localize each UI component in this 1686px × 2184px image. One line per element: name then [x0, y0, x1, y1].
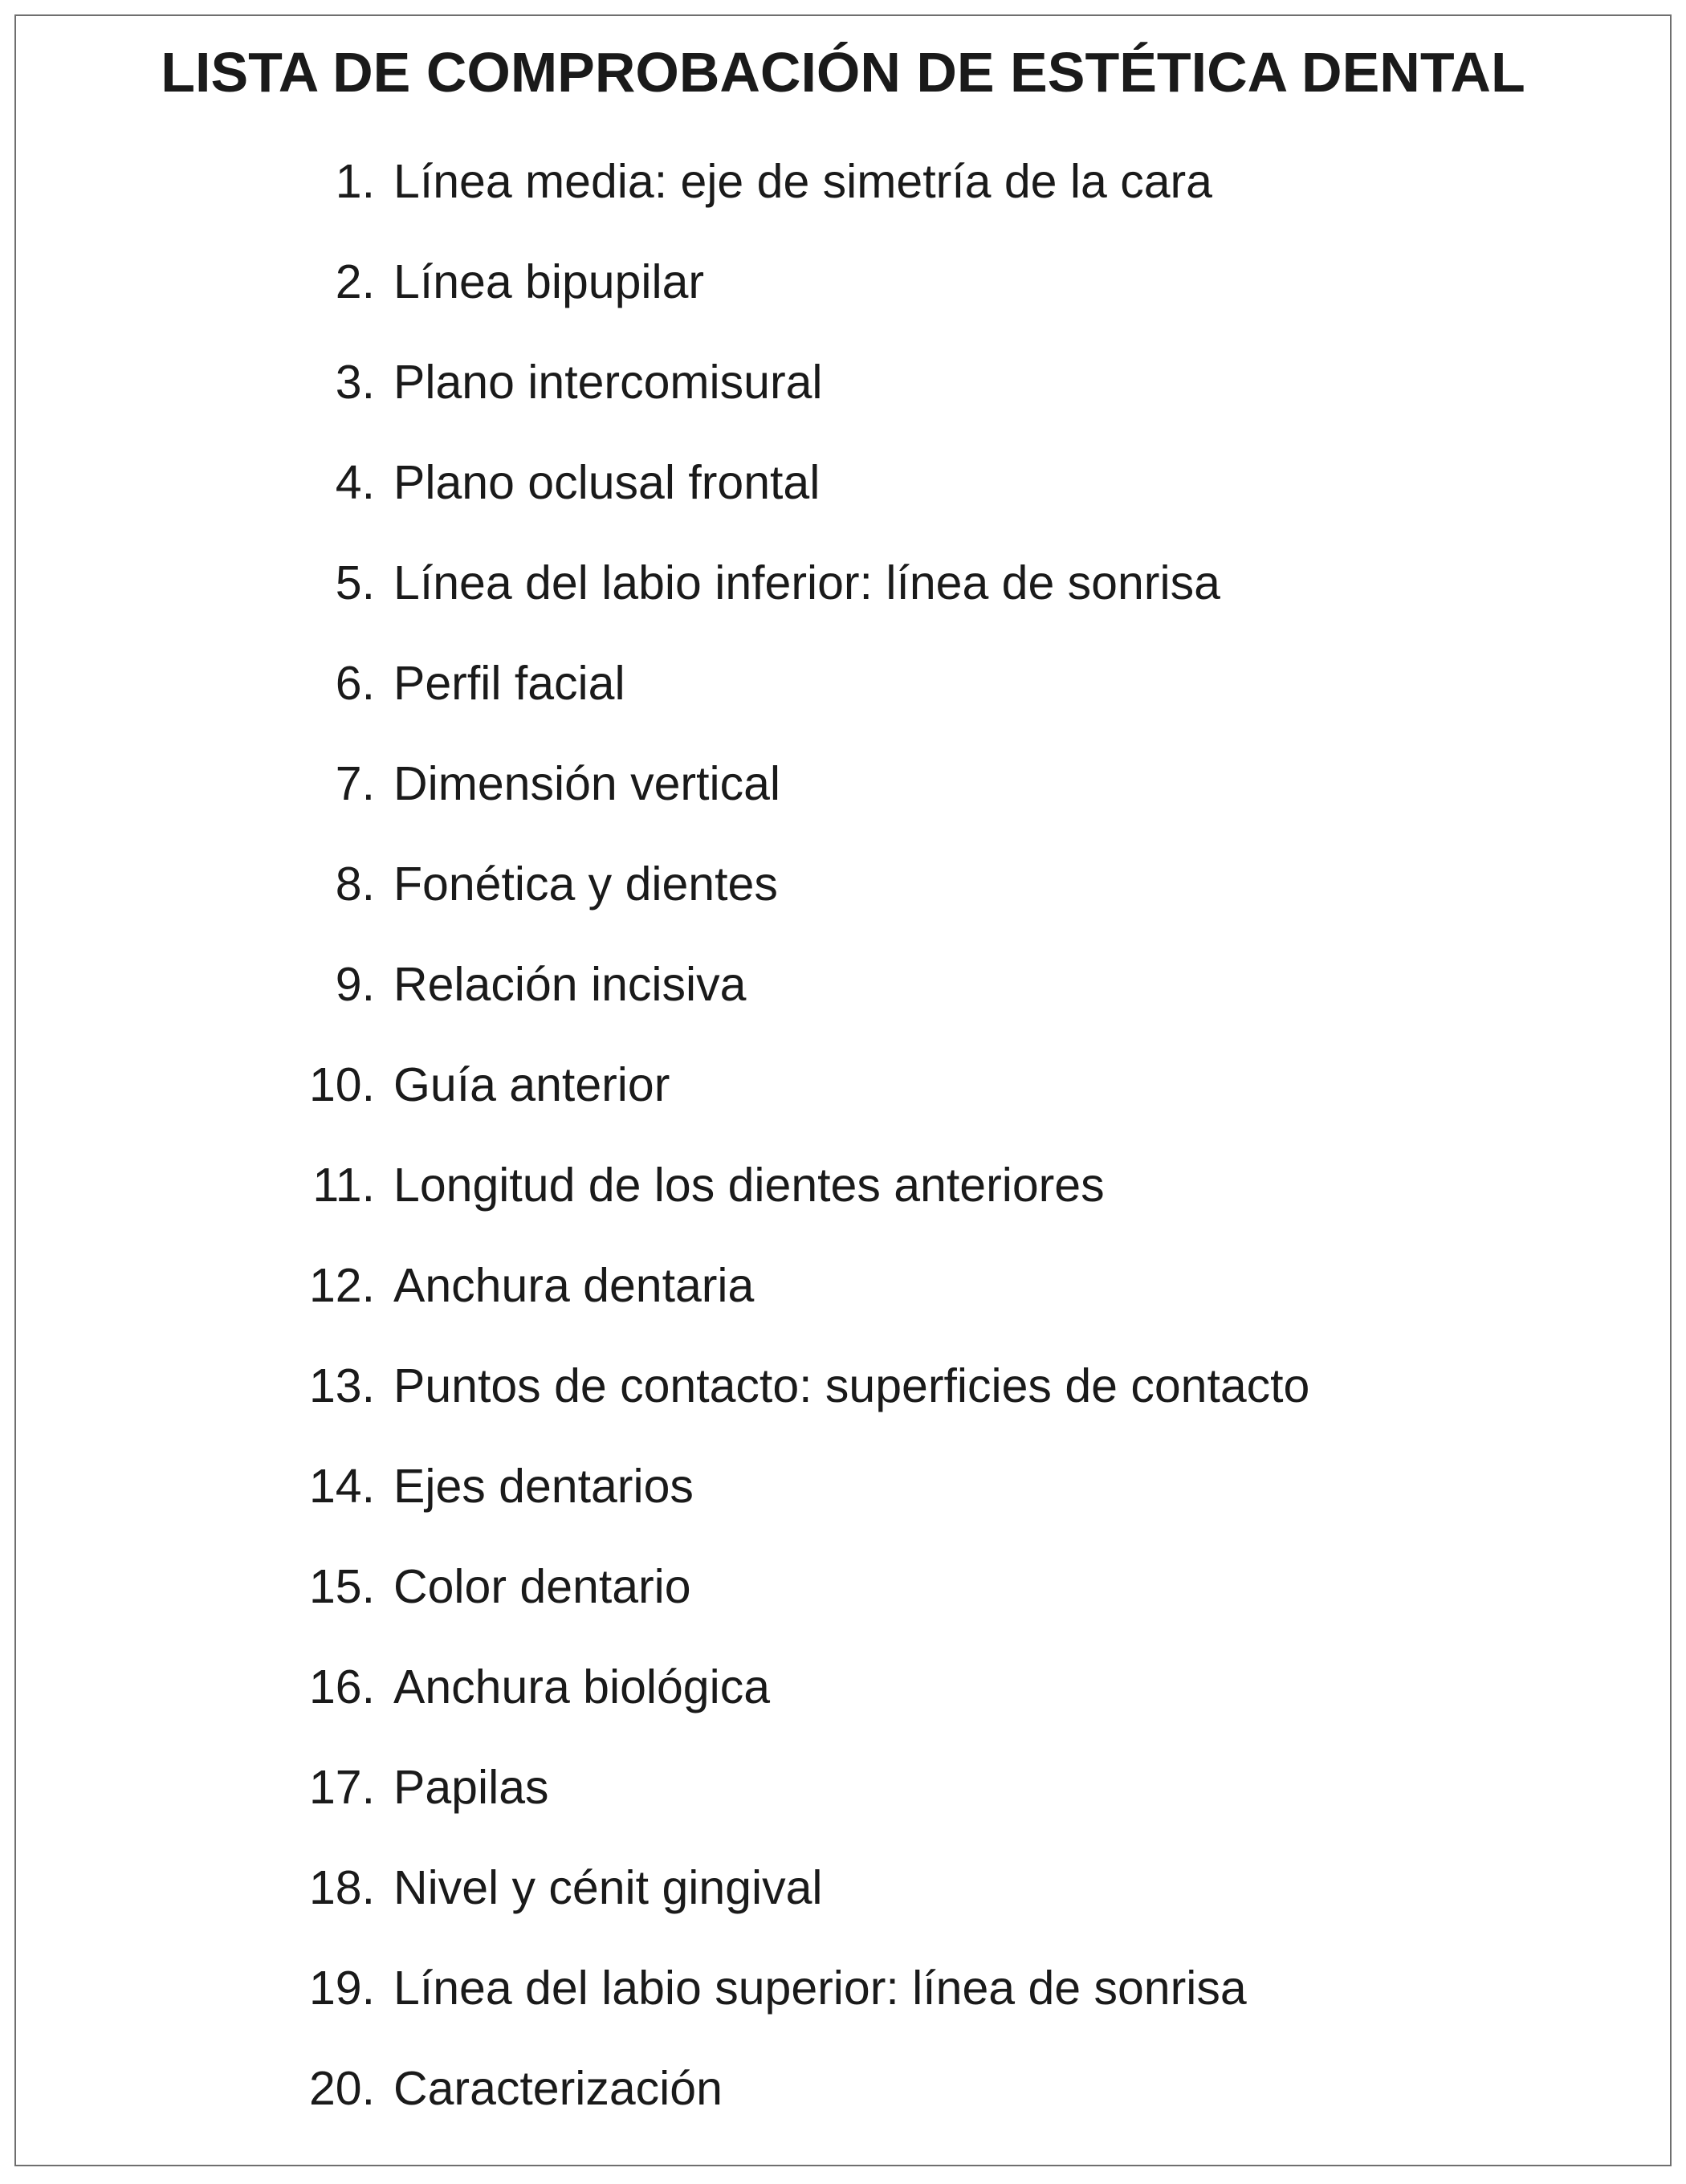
list-item [0, 755, 1309, 855]
item-text: Color dentario [393, 1560, 691, 1613]
item-number: 6. [335, 657, 375, 710]
item-number: 7. [335, 757, 375, 810]
item-number: 13. [308, 1359, 375, 1412]
item-text: Relación incisiva [393, 958, 747, 1011]
item-text: Plano oclusal frontal [393, 456, 821, 509]
item-number: 17. [308, 1761, 375, 1814]
item-text: Ejes dentarios [393, 1460, 694, 1513]
item-text: Plano intercomisural [393, 356, 823, 409]
list-item [0, 1457, 1309, 1558]
item-number: 14. [308, 1460, 375, 1513]
item-text: Nivel y cénit gingival [393, 1861, 823, 1914]
item-number: 15. [308, 1560, 375, 1613]
list-item [0, 654, 1309, 755]
list-item [0, 1357, 1309, 1457]
list-item [0, 353, 1309, 454]
item-number: 3. [335, 356, 375, 409]
item-number: 16. [308, 1660, 375, 1713]
page-title: LISTA DE COMPROBACIÓN DE ESTÉTICA DENTAL [161, 41, 1525, 104]
item-text: Dimensión vertical [393, 757, 780, 810]
list-item [0, 1257, 1309, 1357]
item-number: 10. [308, 1058, 375, 1111]
item-text: Línea del labio inferior: línea de sonrisa [393, 556, 1220, 609]
item-number: 12. [308, 1259, 375, 1312]
item-text: Guía anterior [393, 1058, 670, 1111]
item-text: Línea bipupilar [393, 255, 705, 308]
item-number: 1. [335, 155, 375, 208]
list-item [0, 1658, 1309, 1758]
item-number: 19. [308, 1962, 375, 2015]
list-item [0, 253, 1309, 353]
item-text: Perfil facial [393, 657, 625, 710]
list-item [0, 2060, 1309, 2160]
list-item [0, 153, 1309, 253]
list-item [0, 1558, 1309, 1658]
list-item [0, 1758, 1309, 1859]
item-text: Longitud de los dientes anteriores [393, 1159, 1105, 1212]
item-text: Caracterización [393, 2062, 723, 2115]
item-number: 9. [335, 958, 375, 1011]
item-text: Línea del labio superior: línea de sonrisa [393, 1962, 1247, 2015]
item-number: 5. [335, 556, 375, 609]
item-text: Línea media: eje de simetría de la cara [393, 155, 1212, 208]
list-item [0, 454, 1309, 554]
item-number: 8. [335, 858, 375, 911]
list-item [0, 554, 1309, 654]
list-item [0, 1156, 1309, 1257]
item-text: Anchura biológica [393, 1660, 771, 1713]
item-number: 20. [308, 2062, 375, 2115]
item-number: 4. [335, 456, 375, 509]
list-item [0, 1959, 1309, 2060]
list-item [0, 1859, 1309, 1959]
item-text: Papilas [393, 1761, 549, 1814]
item-text: Anchura dentaria [393, 1259, 755, 1312]
item-number: 11. [312, 1159, 375, 1212]
list-item [0, 855, 1309, 956]
list-item [0, 1056, 1309, 1156]
item-text: Puntos de contacto: superficies de contacto [393, 1359, 1310, 1412]
item-number: 2. [335, 255, 375, 308]
item-text: Fonética y dientes [393, 858, 778, 911]
list-item [0, 956, 1309, 1056]
item-number: 18. [308, 1861, 375, 1914]
checklist [0, 153, 1309, 2160]
